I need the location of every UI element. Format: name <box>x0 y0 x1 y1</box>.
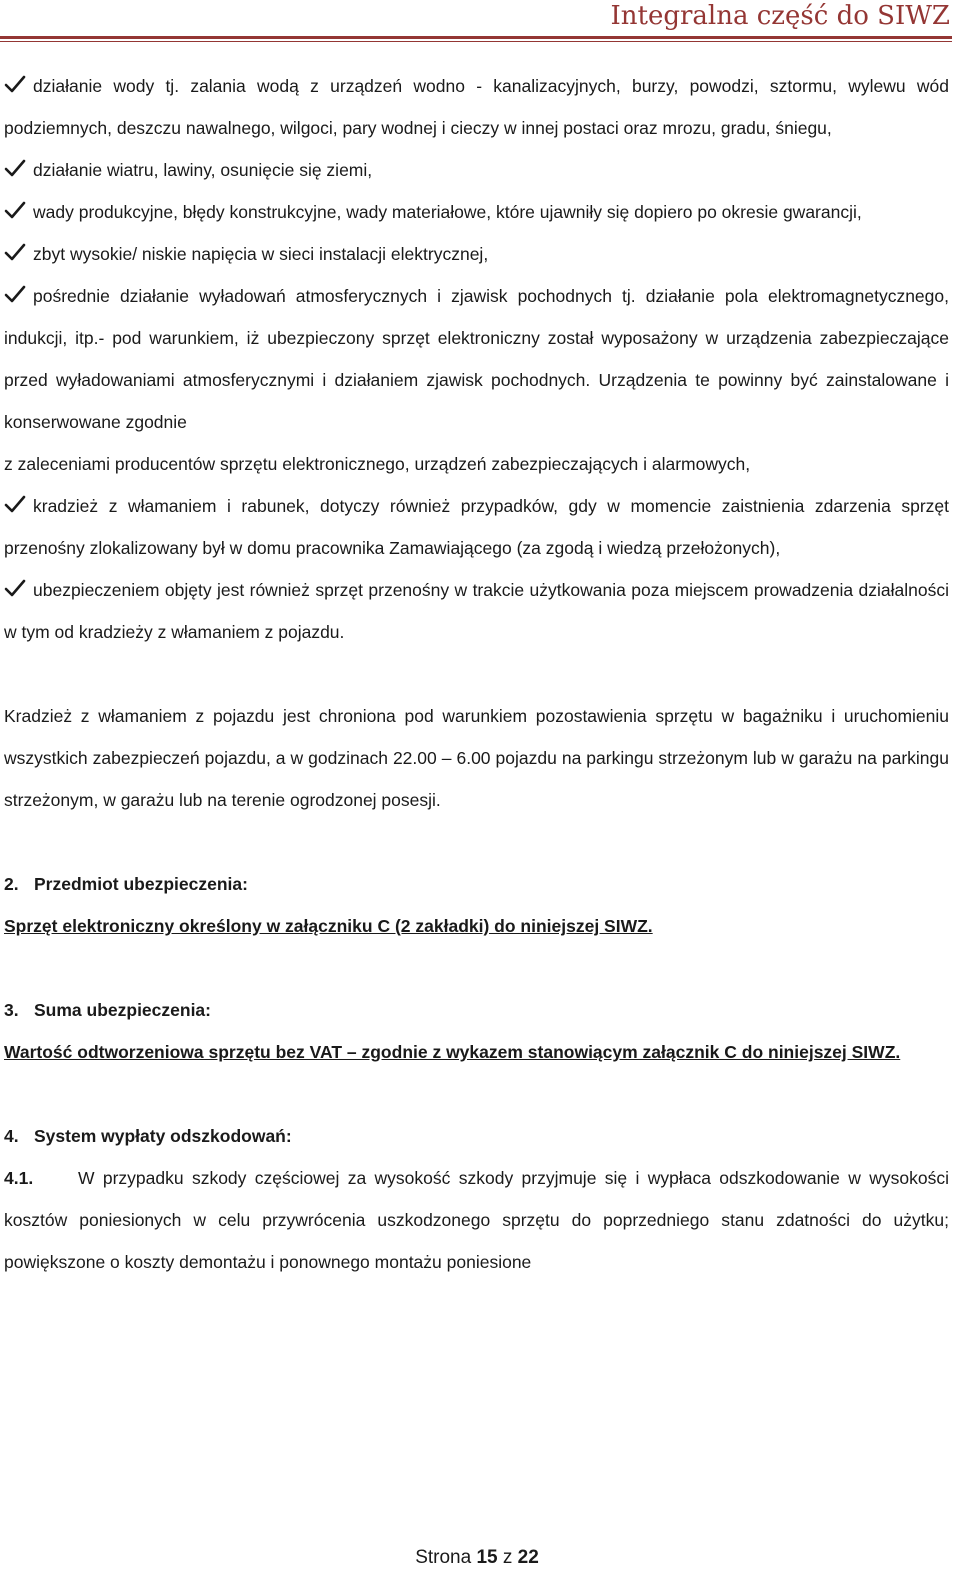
bullet-text: pośrednie działanie wyładowań atmosferycznych i zjawisk pochodnych tj. działanie pola elektromagnetycznego, indukcji, itp.- pod warunkiem, iż ubezpieczony sprzęt elektroniczny został wyposażony w urządzenia zabezpieczające przed wyładowaniami atmosferycznymi i działaniem zjawisk pochodnych. Urządzenia te powinny być zainstalowane i konserwowane zgodnie <box>4 286 949 432</box>
bullet-text: ubezpieczeniem objęty jest również sprzęt przenośny w trakcie użytkowania poza miejscem prowadzenia działalności w tym od kradzieży z włamaniem z pojazdu. <box>4 580 949 642</box>
bullet-continuation <box>4 443 949 485</box>
check-icon <box>4 158 26 178</box>
bullet-text: zbyt wysokie/ niskie napięcia w sieci instalacji elektrycznej, <box>33 244 489 264</box>
spacer <box>4 821 949 863</box>
header-rule-thin <box>0 41 952 42</box>
section-title: System wypłaty odszkodowań: <box>34 1126 292 1146</box>
check-icon <box>4 284 26 304</box>
document-body <box>4 65 949 1283</box>
bullet-text: wady produkcyjne, błędy konstrukcyjne, wady materiałowe, które ujawniły się dopiero po okresie gwarancji, <box>33 202 862 222</box>
section-number: 2. <box>4 874 19 894</box>
footer-total-pages: 22 <box>517 1547 539 1568</box>
bullet-text: kradzież z włamaniem i rabunek, dotyczy również przypadków, gdy w momencie zaistnienia zdarzenia sprzęt przenośny zlokalizowany był w domu pracownika Zamawiającego (za zgodą i wiedzą przełożonych), <box>4 496 949 558</box>
bullet-item-water <box>4 65 949 149</box>
section-2-body <box>4 905 949 947</box>
section-3-body <box>4 1031 949 1073</box>
bullet-text: z zaleceniami producentów sprzętu elektronicznego, urządzeń zabezpieczających i alarmowych, <box>4 454 751 474</box>
bullet-item-defects <box>4 191 949 233</box>
section-number: 4. <box>4 1126 19 1146</box>
bullet-item-wind <box>4 149 949 191</box>
header-rule-thick <box>0 36 952 39</box>
footer-separator: z <box>502 1547 513 1568</box>
check-icon <box>4 494 26 514</box>
bullet-item-theft <box>4 485 949 569</box>
section-body: Wartość odtworzeniowa sprzętu bez VAT – zgodnie z wykazem stanowiącym załącznik C do niniejszej SIWZ. <box>4 1042 901 1062</box>
section-4-1 <box>4 1157 949 1283</box>
page-footer <box>0 1540 954 1576</box>
bullet-item-portable <box>4 569 949 653</box>
spacer <box>4 653 949 695</box>
footer-page-number: 15 <box>476 1547 498 1568</box>
page-header <box>0 0 960 44</box>
check-icon <box>4 74 26 94</box>
section-title: Przedmiot ubezpieczenia: <box>34 874 248 894</box>
bullet-item-lightning <box>4 275 949 443</box>
bullet-text: działanie wody tj. zalania wodą z urządzeń wodno - kanalizacyjnych, burzy, powodzi, sztormu, wylewu wód podziemnych, deszczu nawalnego, wilgoci, pary wodnej i cieczy w innej postaci oraz mrozu, gradu, śniegu, <box>4 76 949 138</box>
subsection-text: W przypadku szkody częściowej za wysokość szkody przyjmuje się i wypłaca odszkodowanie w wysokości kosztów poniesionych w celu przywrócenia uszkodzonego sprzętu do poprzedniego stanu zdatności do użytku; powiększone o koszty demontażu i ponownego montażu poniesione <box>4 1168 949 1272</box>
section-4-heading <box>4 1115 949 1157</box>
section-body: Sprzęt elektroniczny określony w załączniku C (2 zakładki) do niniejszej SIWZ. <box>4 916 653 936</box>
section-number: 3. <box>4 1000 19 1020</box>
footer-prefix: Strona <box>415 1547 472 1568</box>
theft-paragraph: Kradzież z włamaniem z pojazdu jest chroniona pod warunkiem pozostawienia sprzętu w bagażniku i uruchomieniu wszystkich zabezpieczeń pojazdu, a w godzinach 22.00 – 6.00 pojazdu na parkingu strzeżonym lub w garażu na parkingu strzeżonym, w garażu lub na terenie ogrodzonej posesji. <box>4 706 949 810</box>
header-title: Integralna część do SIWZ <box>610 1 950 31</box>
check-icon <box>4 200 26 220</box>
check-icon <box>4 242 26 262</box>
spacer <box>4 947 949 989</box>
section-2-heading <box>4 863 949 905</box>
subsection-number: 4.1. <box>4 1168 34 1188</box>
bullet-text: działanie wiatru, lawiny, osunięcie się ziemi, <box>33 160 373 180</box>
bullet-item-voltage <box>4 233 949 275</box>
spacer <box>4 1073 949 1115</box>
section-3-heading <box>4 989 949 1031</box>
section-title: Suma ubezpieczenia: <box>34 1000 211 1020</box>
check-icon <box>4 578 26 598</box>
